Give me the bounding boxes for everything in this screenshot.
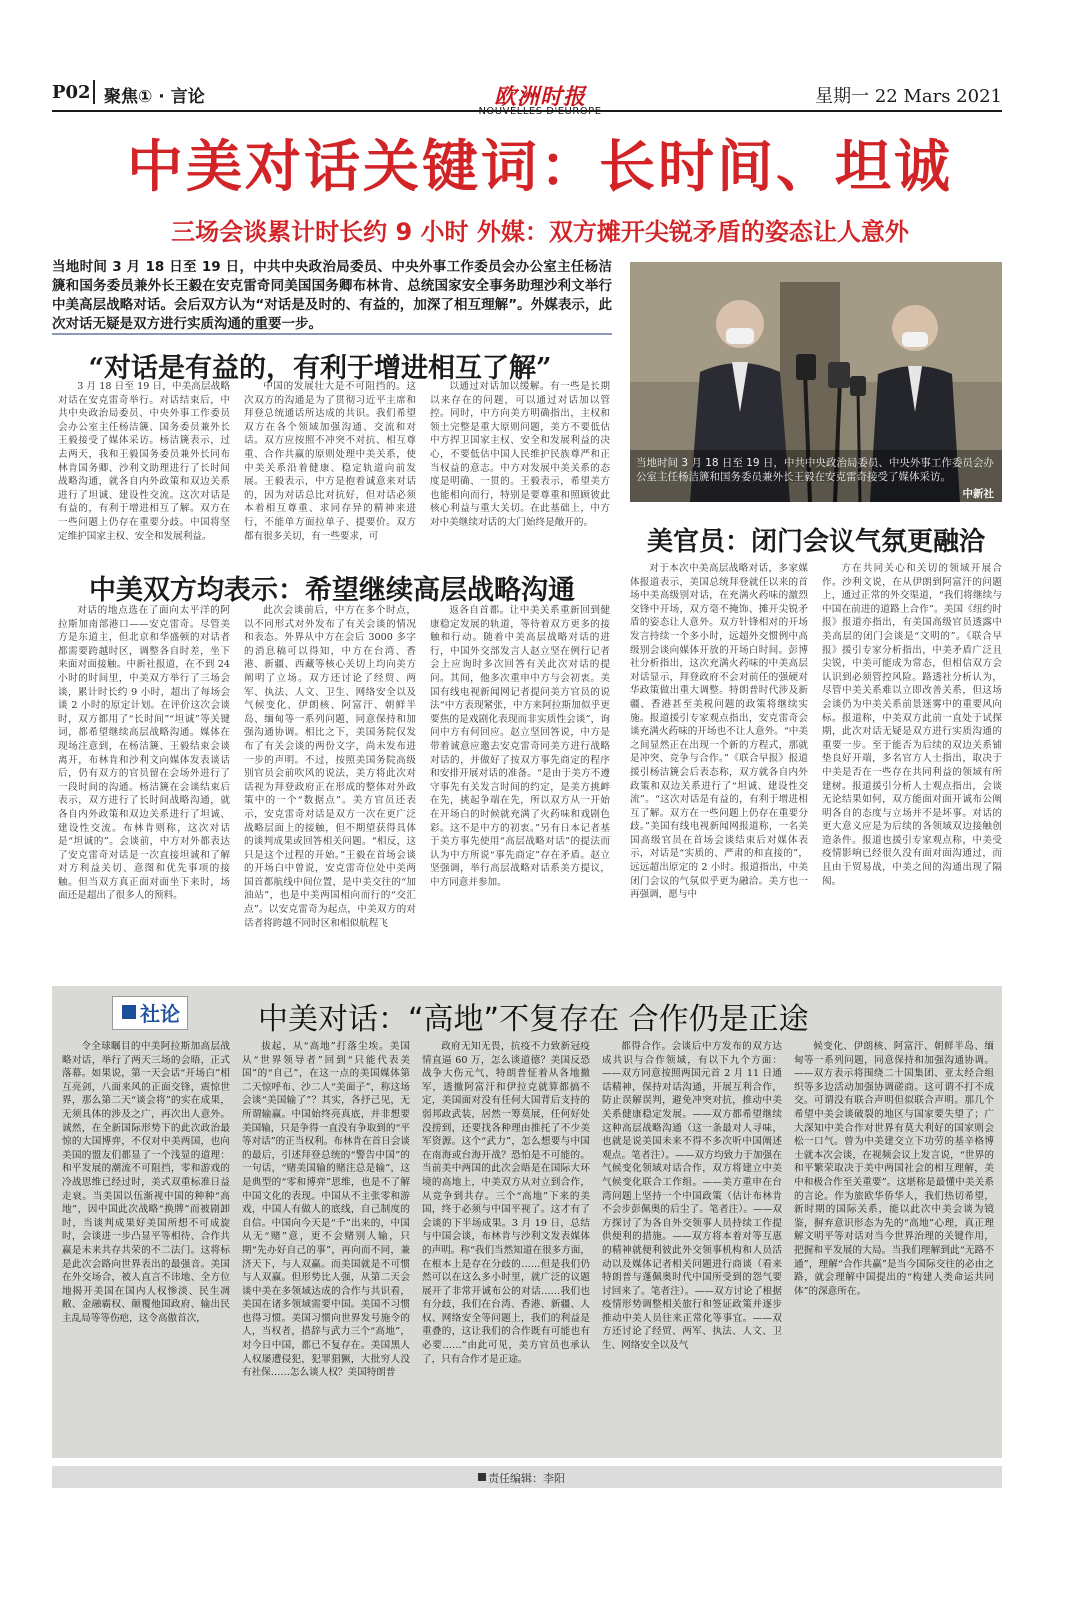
section1-text-2: 中国的发展壮大是不可阻挡的。这次双方的沟通是为了贯彻习近平主席和拜登总统通话所达成的共识。我们希望双方在各个领域加强沟通、交流和对话。双方应按照不冲突不对抗、相互尊重、合作共赢的原则处理中美关系，使中美关系沿着健康、稳定轨道向前发展。王毅表示，中方是抱着诚意来对话的，因为对话总比对抗好，但对话必须本着相互尊重、求同存异的精神来进行，不能单方面拉单子、提要价。双方都有很多关切，有一些要求，可 xyxy=(244,381,416,542)
footer-square-icon xyxy=(478,1473,486,1481)
section3-column-2 xyxy=(822,562,1002,976)
editorial-text-1: 令全球瞩目的中美阿拉斯加高层战略对话，举行了两天三场的会晤，正式落幕。如果说，第一天会话“开场白”相互亮剑，八面来风的正面交锋，震惊世界，那么第二天“谈会将”的实在成果，无须具体的涉及之广，再次出人意外。诚然，在全新国际形势下的此次政治最惊的大国博弈，不仅对中美两国，也向美国的盟友们都显了一个浅显的道理：和平发展的潮流不可阻挡，零和游戏的冷战思维已经过时，美式双重标准日益走衰。当美国以伍渐视中国的种种“高地”，因中国此次战略“换牌”而被剧卸时，当谈判成果好美国所想不可成旋时，会谈进一步凸显平等相待、合作共赢是未来共存共荣的不二法门。这将标是此次会路向世界表出的最强音。美国在外交场合，被人直言不讳地、全方位地揭开美国在国内人权惨淡、民生凋敝、金融霸权、颠覆他国政府、输出民主乱局等等伤疤，这令高傲首次， xyxy=(62,1041,230,1324)
masthead-logo: 欧洲时报 xyxy=(493,84,586,110)
header-rule xyxy=(52,110,1002,112)
lead-divider xyxy=(52,333,612,335)
editorial-text-2: 拔起，从“高地”打落尘埃。美国从“世界领导者”回到“只能代表美国”的“自己”，在这一点的美国媒体第二天惊呼布、沙二人“美面子”，称这场会谈“美国输了”？其实，各抒己见，无所谓输赢。中国始终亮真底，并非想要美国输，只是争得一直没有争取到的“平等对话”的正当权利。布林肯在首日会谈的最后，引述拜登总统的“警告中国”的一句话，“赌美国输的赌注总是输”，这是典型的“零和博弈”思维，也是不了解中国文化的表现。中国从不主张零和游戏，中国人有做人的底线，自己制度的自信。中国向今天是“千”出来的，中国从无“赌”意，更不会赌别人输，只期“先办好自己的事”，再向而不同，兼济天下，与人双赢。而美国就是不可惯与人双赢。但形势比人强，从第二天会谈中美在多领域达成的合作与共识看，美国在诸多领域需要中国。美国不习惯也得习惯。美国习惯向世界发号施令的人，当权者，措辞与武力三个“高地”，对今日中国，都已不复存在。美国黑人人权屡遭侵犯，犯罪猖獗，大批穷人没有社保……怎么谈人权？美国特朗普 xyxy=(242,1041,410,1379)
photo-caption: 当地时间 3 月 18 日至 19 日，中共中央政治局委员、中央外事工作委员会办公室主任杨洁篪和国务委员兼外长王毅在安克雷奇接受了媒体采访。 xyxy=(636,457,994,483)
editorial-column-2 xyxy=(242,1040,410,1450)
section2-title: 中美双方均表示：希望继续高层战略沟通 xyxy=(89,575,575,606)
page-number: P02 xyxy=(52,82,91,103)
issue-date: 星期一 22 Mars 2021 xyxy=(815,86,1002,107)
photo-credit: 中新社 xyxy=(962,488,994,500)
section3-column-1 xyxy=(630,562,808,976)
sub-headline: 三场会谈累计时长约 9 小时 外媒：双方摊开尖锐矛盾的姿态让人意外 xyxy=(171,218,909,246)
section2-column-2 xyxy=(244,604,416,976)
editorial-text-3: 政府无知无畏，抗疫不力致新冠疫情直逼 60 万，怎么谈道德？美国反恐战争大伤元气，特朗普怔着从各地撤军，透撤阿富汗和伊拉克就算都搞不定，美国面对没有任何大国背后支持的弱邦政武装，居然一筹莫展，任何好处没捞到，还要找各种理由推托了不少美军资源。这个“武力”，怎么想要与中国在南海或台海开战？恐怕是不可能的。当前美中两国的此次会晤是在国际大环境的高地上，中美双方从对立到合作，从竞争到共存。三个“高地”下来的美国，终于必须与中国平视了。这才有了会谈的下半场成果。3 月 19 日，总结与中国会谈，布林肯与沙利文发表媒体的声明。称“我们当然知道在很多方面，在根本上是存在分歧的……但是我们仍然可以在这么多小时里，就广泛的议题展开了非常开诚布公的对话……我们也有分歧，我们在台湾、香港、新疆、人权、网络安全等问题上，我们的利益是重叠的，这让我们的合作既有可能也有必要……”由此可见，美方官员也承认了，只有合作才是正途。 xyxy=(422,1041,590,1365)
section2-text-2: 此次会谈前后，中方在多个时点，以不同形式对外发布了有关会谈的情况和表态。外界从中方在会后 3000 多字的消息稿可以得知，中方在台湾、香港、新疆、西藏等核心关切上均向美方阐明了立场。双方还讨论了经贸、两军、执法、人文、卫生、网络安全以及气候变化、伊朗核、阿富汗、朝鲜半岛、缅甸等一系列问题，同意保持和加强沟通协调。相比之下，美国务院仅发布了有关会谈的两份文字，尚未发布进一步的声明。不过，按照美国务院高级别官员会前吹风的说法，美方将此次对话视为拜登政府正在形成的整体对外政策中的一个“数据点”。美方官员还表示，安克雷奇对话是双方一次在更广泛战略层面上的接触，但不期望获得具体的谈判成果或回答相关问题。“相反，这只是这个过程的开始。”王毅在首场会谈的开场白中曾说，安克雷奇位处中美两国首都航线中间位置，是中美交往的“加油站”，也是中美两国相向而行的“交汇点”。以安克雷奇为起点，中美双方的对话者将跨越不同时区和相似航程飞 xyxy=(244,605,416,929)
lead-paragraph: 当地时间 3 月 18 日至 19 日，中共中央政治局委员、中央外事工作委员会办公室主任杨洁篪和国务委员兼外长王毅在安克雷奇同美国国务卿布林肯、总统国家安全事务助理沙利文举行中美高层战略对话。会后双方认为“对话是及时的、有益的，加深了相互理解”。外媒表示，此次对话无疑是双方进行实质沟通的重要一步。 xyxy=(52,259,612,332)
section1-text-1: 3 月 18 日至 19 日，中美高层战略对话在安克雷奇举行。对话结束后，中共中央政治局委员、中央外事工作委员会办公室主任杨洁篪、国务委员兼外长王毅接受了媒体采访。杨洁篪表示，过去两天，我和王毅国务委员兼外长同布林肯国务卿、沙利文助理进行了长时间战略沟通，就各自内外政策和双边关系进行了坦诚、建设性交流。这次对话是有益的，有利于增进相互了解。双方在一些问题上仍存在重要分歧。中国将坚定维护国家主权、安全和发展利益。 xyxy=(58,381,230,542)
section1-column-3 xyxy=(430,380,610,566)
section1-column-1 xyxy=(58,380,230,566)
header-divider xyxy=(93,80,95,104)
editorial-label: 社论 xyxy=(140,1002,180,1026)
editorial-text-5: 候变化、伊朗核、阿富汗、朝鲜半岛、缅甸等一系列问题，同意保持和加强沟通协调。——双方表示将围绕二十国集团、亚太经合组织等多边活动加强协调磋商。这可谓不打不成交。可谓没有联合声明但似联合声明。那几个希望中美会谈破裂的地区与国家要失望了；广大深知中美合作对世界有莫大利好的国家则会松一口气。曾为中美建交立下功劳的基辛格博士就本次会谈，在视频会议上发言说，“世界的和平繁荣取决于美中两国社会的相互理解，美中和极合作至关重要”。这堪称是最懂中美关系的言论。作为旅欧华侨华人，我们热切希望，新时期的国际关系，能以此次中美会谈为镜鉴，摒弃意识形态为先的“高地”心理，真正理解文明平等对话对当今世界治理的关键作用，把握和平发展的大局。当我们理解到此“无路不通”，理解“合作共赢”是当今国际交往的必由之路，就会理解中国提出的“构建人类命运共同体”的深意所在。 xyxy=(794,1041,994,1297)
editorial-text-4: 都得合作。会谈后中方发布的双方达成共识与合作领域，有以下九个方面：——双方同意按照两国元首 2 月 11 日通话精神，保持对话沟通，开展互利合作，防止误解误判，避免冲突对抗，推动中美关系健康稳定发展。——双方都希望继续这种高层战略沟通（这一条最对人寻味，也就是说美国未来不得不多次听中国阐述观点。笔者注）。——双方均致力于加强在气候变化领域对话合作，双方将建立中美气候变化联合工作组。——美方重申在台湾问题上坚持一个中国政策（估计布林肯不会步彭佩奥的后尘了。笔者注）。——双方探讨了为各自外交领事人员持续工作提供便利的措施。——双方将本着对等互惠的精神就便利彼此外交领事机构和人员活动以及媒体记者相关问题进行商谈（看来特朗普与蓬佩奥时代中国所受到的怨气要讨回来了。笔者注）。——双方讨论了根据疫情形势调整相关旅行和签证政策并逐步推动中美人员往来正常化等事宜。——双方还讨论了经贸、两军、执法、人文、卫生、网络安全以及气 xyxy=(602,1041,782,1352)
editorial-column-3 xyxy=(422,1040,590,1450)
main-headline: 中美对话关键词：长时间、坦诚 xyxy=(127,134,953,200)
section1-title: “对话是有益的，有利于增进相互了解” xyxy=(88,353,552,384)
editorial-column-1 xyxy=(62,1040,230,1450)
section2-column-1 xyxy=(58,604,230,976)
section-label: 聚焦① · 言论 xyxy=(104,87,205,107)
editorial-column-5 xyxy=(794,1040,994,1450)
section1-column-2 xyxy=(244,380,416,566)
section2-column-3 xyxy=(430,604,610,976)
editorial-square-icon xyxy=(122,1005,136,1019)
section3-title: 美官员：闭门会议气氛更融洽 xyxy=(646,527,985,557)
section3-text-1: 对于本次中美高层战略对话，多家媒体报道表示，美国总统拜登就任以来的首场中美高级别对话，在充满火药味的激烈交锋中开场，双方毫不掩饰、摊开尖锐矛盾的姿态让人意外。双方针锋相对的开场发言持续一个多小时，远超外交惯例中高级别会谈向媒体开放的开场白时间。彭博社分析指出，这次充满火药味的中美高层对话显示，拜登政府不会对前任的强硬对华政策做出重大调整。特朗普时代涉及新疆、香港甚至美税问题的政策将继续实施。报道援引专家观点指出，安克雷奇会谈充满火药味的开场也不让人意外。“中美之间显然正在出现一个新的方程式，那就是冲突、竞争与合作。”《联合早报》报道援引杨洁篪会后表态称，双方就各自内外政策和双边关系进行了“坦诚、建设性交流”。“这次对话是有益的，有利于增进相互了解。双方在一些问题上仍存在重要分歧。”美国有线电视新闻网报道称，一名美国高级官员在首场会谈结束后对媒体表示，对话是“实质的、严肃的和直接的”，远远超出原定的 2 小时。报道指出，中美闭门会议的气氛似乎更为融洽。美方也一再强调，愿与中 xyxy=(630,563,808,901)
section1-text-3: 以通过对话加以缓解。有一些是长期以来存在的问题，可以通过对话加以管控。同时，中方向美方明确指出，主权和领土完整是重大原则问题，美方不要低估中方捍卫国家主权、安全和发展利益的决心，不要低估中国人民维护民族尊严和正当权益的意志。中方对发展中美关系的态度是明确、一贯的。王毅表示，希望美方也能相向而行，特别是要尊重和照顾彼此核心利益与重大关切。在此基础上，中方对中美继续对话的大门始终是敞开的。 xyxy=(430,381,610,528)
editorial-title: 中美对话：“高地”不复存在 合作仍是正途 xyxy=(258,1002,809,1037)
editorial-column-4 xyxy=(602,1040,782,1450)
responsible-editor: 责任编辑：李阳 xyxy=(488,1472,565,1485)
section3-text-2: 方在共同关心和关切的领域开展合作。沙利文说，在从伊朗到阿富汗的问题上，通过正常的外交渠道，“我们将继续与中国在前进的道路上合作”。美国《纽约时报》报道亦指出，有美国高级官员透露中美高层的闭门会谈是“文明的”。《联合早报》援引专家分析指出，中美矛盾广泛且尖锐，中美可能成为常态，但相信双方会认识到必须管控风险。路透社分析认为，尽管中美关系难以立即改善关系，但这场会谈仍为中美关系前景迷雾中的重要风向标。报道称，中美双方此前一直处于试探期，此次对话无疑是双方进行实质沟通的重要一步。至于能否为后续的双边关系铺垫良好开端，多名官方人士指出，取决于中美是否在一些存在共同利益的领域有所建树。报道援引分析人士观点指出，会谈无论结果如何，双方能面对面开诚布公阐明各自的态度与立场并不是坏事。对话的更大意义应是为后续的各领域双边接触创造条件。报道也援引专家观点称，中美受疫情影响已经很久没有面对面沟通过，而且由于贸易战，中美之间的沟通出现了隔阂。 xyxy=(822,563,1002,887)
section2-text-1: 对话的地点选在了面向太平洋的阿拉斯加南部港口——安克雷奇。尽管美方是东道主，但北京和华盛顿的对话者都需要跨越时区，调整各自时差，坐下来面对面接触。中新社报道，在不到 24 小时的时间里，中美双方举行了三场会谈，累计时长约 9 小时，超出了每场会谈 2 小时的原定计划。在评价这次会谈时，双方都用了“长时间”“坦诚”等关键词，都希望继续高层战略沟通。媒体在现场注意到，在杨洁篪、王毅结束会谈离开，布林肯和沙利文向媒体发表谈话后，仍有双方的官员留在会场外进行了一段时间的沟通。杨洁篪在会谈结束后表示，双方进行了长时间战略沟通，就各自内外政策和双边关系进行了坦诚、建设性交流。布林肯则称，这次对话是“坦诚的”。会谈前，中方对外都表达了安克雷奇对话是一次直接坦诚和了解对方利益关切、意图和优先事项的接触。但当双方真正面对面坐下来时，场面还是超出了很多人的预料。 xyxy=(58,605,230,902)
section2-text-3: 返各自首都。让中美关系重新回到健康稳定发展的轨道，等待着双方更多的接触和行动。随着中美高层战略对话的进行，中国外交部发言人赵立坚在例行记者会上应询时多次回答有关此次对话的提问。其间，他多次重申中方与会初衷。美国有线电视新闻网记者提问美方官员的说法“中方表现紧张，中方来阿拉斯加似乎更要焦的是戏剧化表现而非实质性会谈”，询问中方有何回应。赵立坚回答说，中方是带着诚意应邀去安克雷奇同美方进行战略对话的，并做好了按双方事先商定的程序和安排开展对话的准备。“是由于美方不遵守事先有关发言时间的约定，是美方挑衅在先，挑起争端在先，所以双方从一开始在开场白的时候就充满了火药味和戏剧色彩。这不是中方的初衷。”另有日本记者基于美方事先使用“高层战略对话”的提法而认为中方所说“事先商定”存在矛盾。赵立坚强调，举行高层战略对话系美方提议，中方同意并参加。 xyxy=(430,605,610,888)
